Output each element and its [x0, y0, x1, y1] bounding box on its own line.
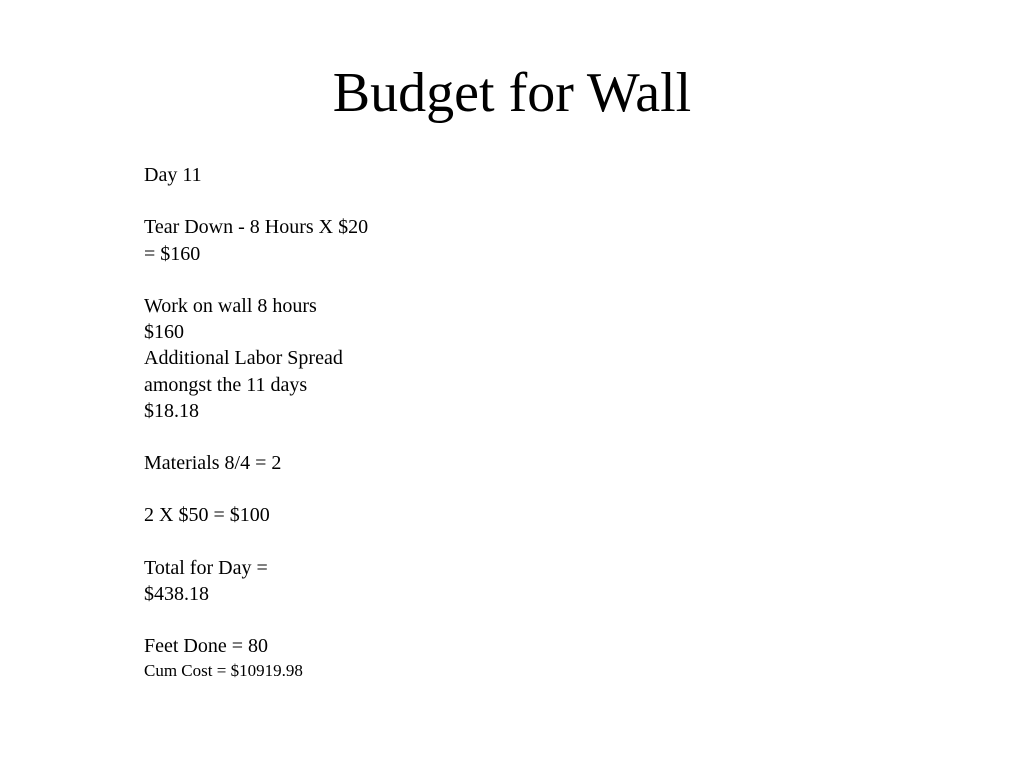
materials-line: Materials 8/4 = 2: [144, 452, 282, 475]
spacer: [144, 607, 484, 633]
total-line: Total for Day =: [144, 556, 268, 579]
labor-line: Additional Labor Spread: [144, 347, 343, 370]
spacer: [144, 476, 484, 502]
materials-cost: 2 X $50 = $100: [144, 504, 270, 527]
work-cost: $160: [144, 321, 184, 344]
tear-down-line: Tear Down - 8 Hours X $20: [144, 216, 369, 239]
total-cost: $438.18: [144, 583, 209, 605]
slide-body: [144, 162, 484, 682]
feet-done: Feet Done = 80: [144, 635, 269, 658]
work-line: Work on wall 8 hours: [144, 294, 317, 317]
labor-cost: $18.18: [144, 399, 199, 422]
spacer: [144, 529, 484, 555]
day-label: Day 11: [144, 164, 202, 186]
cum-cost: Cum Cost = $10919.98: [144, 660, 303, 680]
tear-down-cost: = $160: [144, 242, 201, 265]
spacer: [144, 424, 484, 450]
spacer: [144, 267, 484, 293]
spacer: [144, 188, 484, 214]
labor-line-2: amongst the 11 days: [144, 373, 308, 396]
slide-title: Budget for Wall: [332, 62, 692, 124]
